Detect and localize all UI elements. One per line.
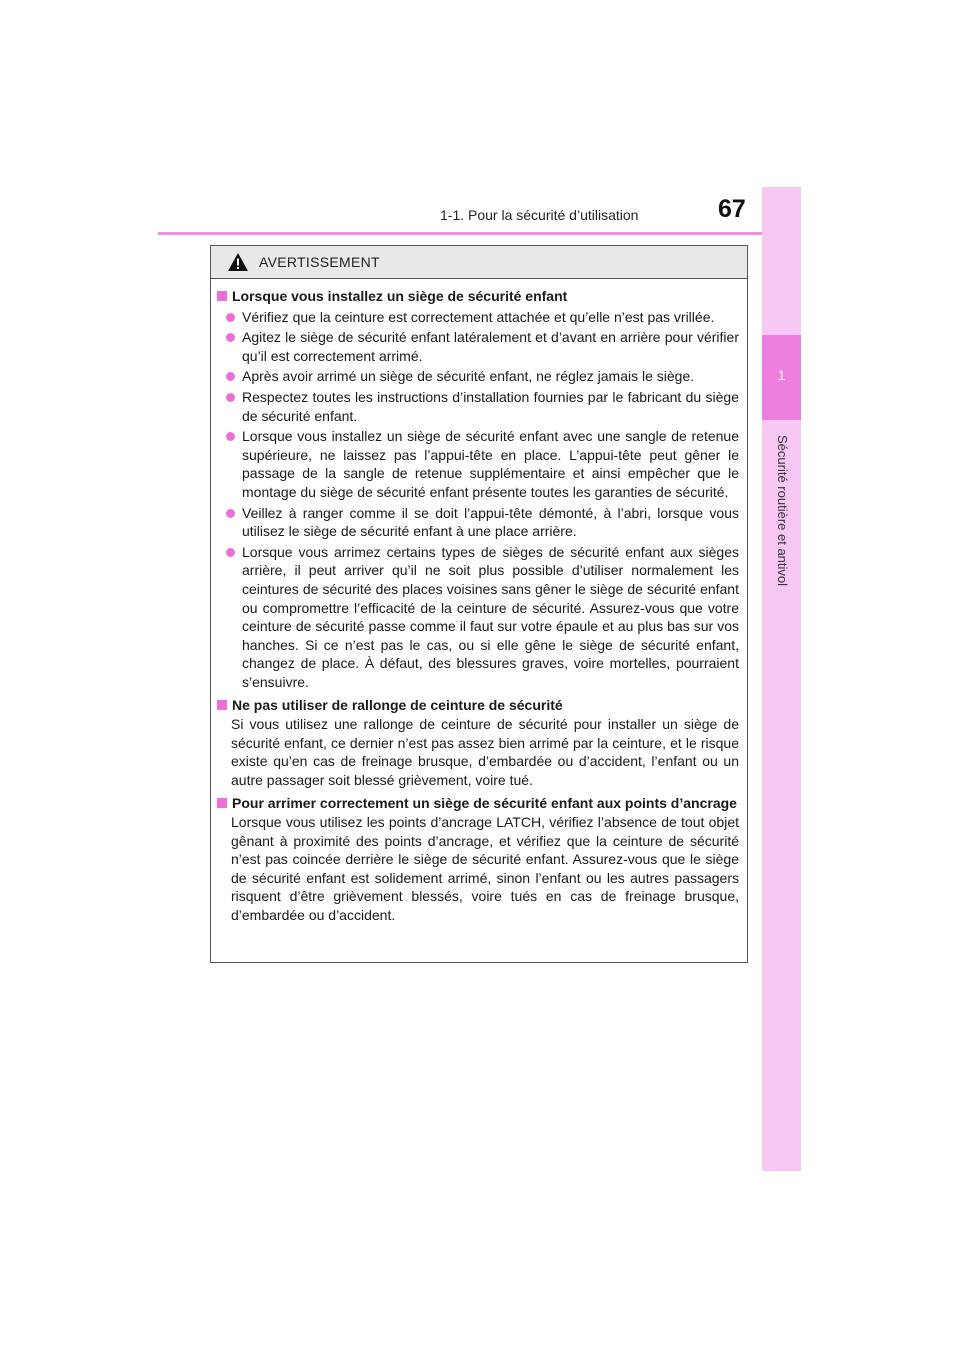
- warning-triangle-icon: [227, 252, 249, 272]
- round-bullet-icon: [226, 432, 235, 441]
- list-item: Veillez à ranger comme il se doit l’appui-tête démonté, à l’abri, lorsque vous utilisez le siège de sécurité enfant à une place arrière.: [217, 504, 739, 541]
- bullet-list: [217, 308, 739, 692]
- section-anchor-points: [217, 794, 739, 924]
- round-bullet-icon: [226, 393, 235, 402]
- header-divider: [158, 232, 800, 235]
- square-bullet-icon: [217, 798, 227, 808]
- round-bullet-icon: [226, 548, 235, 557]
- section-header: 1-1. Pour la sécurité d’utilisation: [440, 207, 639, 223]
- chapter-number: 1: [777, 367, 786, 383]
- section-child-seat-install: [217, 287, 739, 691]
- list-item: Lorsque vous installez un siège de sécurité enfant avec une sangle de retenue supérieure, ne laissez pas l’appui-tête en place. L’appui-tête peut gêner le passage de la sangle de retenue supplémentaire et ainsi empêcher que le montage du siège de sécurité enfant présente toutes les garanties de sécurité.: [217, 427, 739, 501]
- section-heading: Lorsque vous installez un siège de sécurité enfant: [217, 287, 739, 306]
- round-bullet-icon: [226, 509, 235, 518]
- warning-title: AVERTISSEMENT: [259, 254, 380, 270]
- round-bullet-icon: [226, 372, 235, 381]
- round-bullet-icon: [226, 313, 235, 322]
- warning-body: [211, 279, 747, 925]
- section-heading: Ne pas utiliser de rallonge de ceinture de sécurité: [217, 696, 739, 715]
- section-paragraph: Si vous utilisez une rallonge de ceinture de sécurité pour installer un siège de sécurité enfant, ce dernier n’est pas assez bien arrimé par la ceinture, et le risque existe qu’en cas de freinage brusque, d’embardée ou d’accident, l’enfant ou un autre passager soit blessé grièvement, voire tué.: [231, 716, 739, 788]
- list-item: Respectez toutes les instructions d’installation fournies par le fabricant du siège de sécurité enfant.: [217, 388, 739, 425]
- warning-header: [211, 246, 747, 279]
- list-item: Lorsque vous arrimez certains types de sièges de sécurité enfant aux sièges arrière, il peut arriver qu’il ne soit plus possible d’utiliser normalement les ceintures de sécurité des places voisines sans gêner le siège de sécurité enfant ou compromettre l’efficacité de la ceinture de sécurité. Assurez-vous que votre ceinture de sécurité passe comme il faut sur votre épaule et au plus bas sur vos hanches. Si ce n’est pas le cas, ou si elle gêne le siège de sécurité enfant, changez de place. À défaut, des blessures graves, voire mortelles, pourraient s’ensuivre.: [217, 543, 739, 692]
- list-item: Agitez le siège de sécurité enfant latéralement et d’avant en arrière pour vérifier qu’il est correctement arrimé.: [217, 328, 739, 365]
- warning-box: [210, 245, 748, 963]
- section-heading: Pour arrimer correctement un siège de sécurité enfant aux points d’ancrage: [217, 794, 739, 813]
- chapter-title: Sécurité routière et antivol: [775, 435, 790, 587]
- list-item: Vérifiez que la ceinture est correctement attachée et qu’elle n’est pas vrillée.: [217, 308, 739, 327]
- square-bullet-icon: [217, 291, 227, 301]
- section-no-belt-extender: [217, 696, 739, 789]
- round-bullet-icon: [226, 333, 235, 342]
- section-paragraph: Lorsque vous utilisez les points d’ancrage LATCH, vérifiez l’absence de tout objet gênant à proximité des points d’ancrage, et vérifiez que la ceinture de sécurité n’est pas coincée derrière le siège de sécurité enfant. Assurez-vous que le siège de sécurité enfant est solidement arrimé, sinon l’enfant ou les autres passagers risquent d’être grièvement blessés, voire tués en cas de freinage brusque, d’embardée ou d’accident.: [231, 814, 739, 923]
- square-bullet-icon: [217, 700, 227, 710]
- list-item: Après avoir arrimé un siège de sécurité enfant, ne réglez jamais le siège.: [217, 367, 739, 386]
- page-number: 67: [718, 195, 746, 223]
